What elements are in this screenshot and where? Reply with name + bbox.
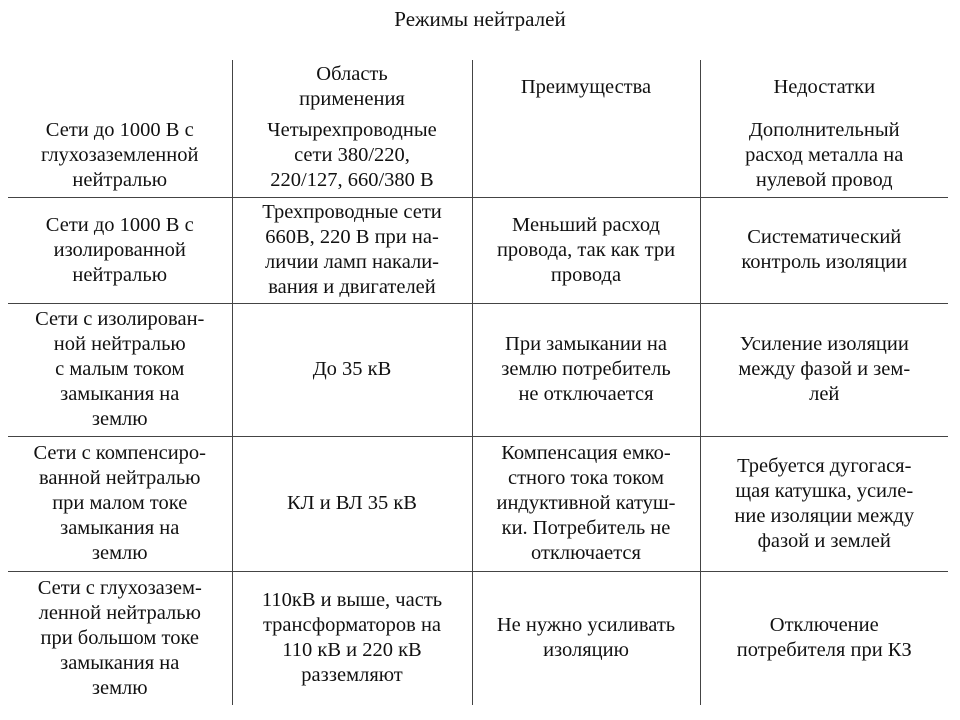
cell-scope: Трехпроводные сети 660В, 220 В при на- личии ламп накали- вания и двигателей — [232, 197, 472, 303]
cell-mode: Сети с компенсиро- ванной нейтралью при малом токе замыкания на землю — [8, 436, 232, 571]
cell-advantages: Не нужно усиливать изоляцию — [472, 571, 700, 705]
header-cell-advantages: Преимущества — [472, 60, 700, 114]
cell-mode: Сети с изолирован- ной нейтралью с малым током замыкания на землю — [8, 303, 232, 436]
table-header-row — [8, 60, 948, 114]
cell-advantages: При замыкании на землю потребитель не отключается — [472, 303, 700, 436]
neutral-modes-table — [8, 60, 948, 705]
cell-scope: Четырехпроводные сети 380/220, 220/127, 660/380 В — [232, 114, 472, 197]
page-title: Режимы нейтралей — [394, 7, 566, 31]
table-row — [8, 197, 948, 303]
header-cell-disadvantages: Недостатки — [773, 75, 876, 98]
cell-scope: До 35 кВ — [232, 303, 472, 436]
cell-disadvantages: Требуется дугогася- щая катушка, усиле- ние изоляции между фазой и землей — [734, 454, 915, 552]
table-row — [8, 436, 948, 571]
table-row — [8, 114, 948, 197]
header-cell-mode — [8, 60, 232, 114]
cell-disadvantages: Систематический контроль изоляции — [741, 226, 908, 273]
cell-scope: 110кВ и выше, часть трансформаторов на 110 кВ и 220 кВ разземляют — [232, 571, 472, 705]
cell-disadvantages: Отключение потребителя при КЗ — [736, 614, 912, 662]
cell-mode: Сети до 1000 В с изолированной нейтралью — [8, 197, 232, 303]
header-cell-scope: Область применения — [232, 60, 472, 114]
cell-disadvantages: Дополнительный расход металла на нулевой провод — [745, 118, 904, 191]
cell-mode: Сети до 1000 В с глухозаземленной нейтралью — [8, 114, 232, 197]
cell-advantages: Компенсация емко- стного тока током индуктивной катуш- ки. Потребитель не отключается — [472, 436, 700, 571]
cell-advantages: Меньший расход провода, так как три провода — [472, 197, 700, 303]
cell-mode: Сети с глухозазем- ленной нейтралью при большом токе замыкания на землю — [8, 571, 232, 705]
table-row — [8, 571, 948, 705]
table-row — [8, 303, 948, 436]
cell-advantages — [472, 114, 700, 197]
cell-disadvantages: Усиление изоляции между фазой и зем- лей — [738, 333, 911, 405]
cell-scope: КЛ и ВЛ 35 кВ — [232, 436, 472, 571]
